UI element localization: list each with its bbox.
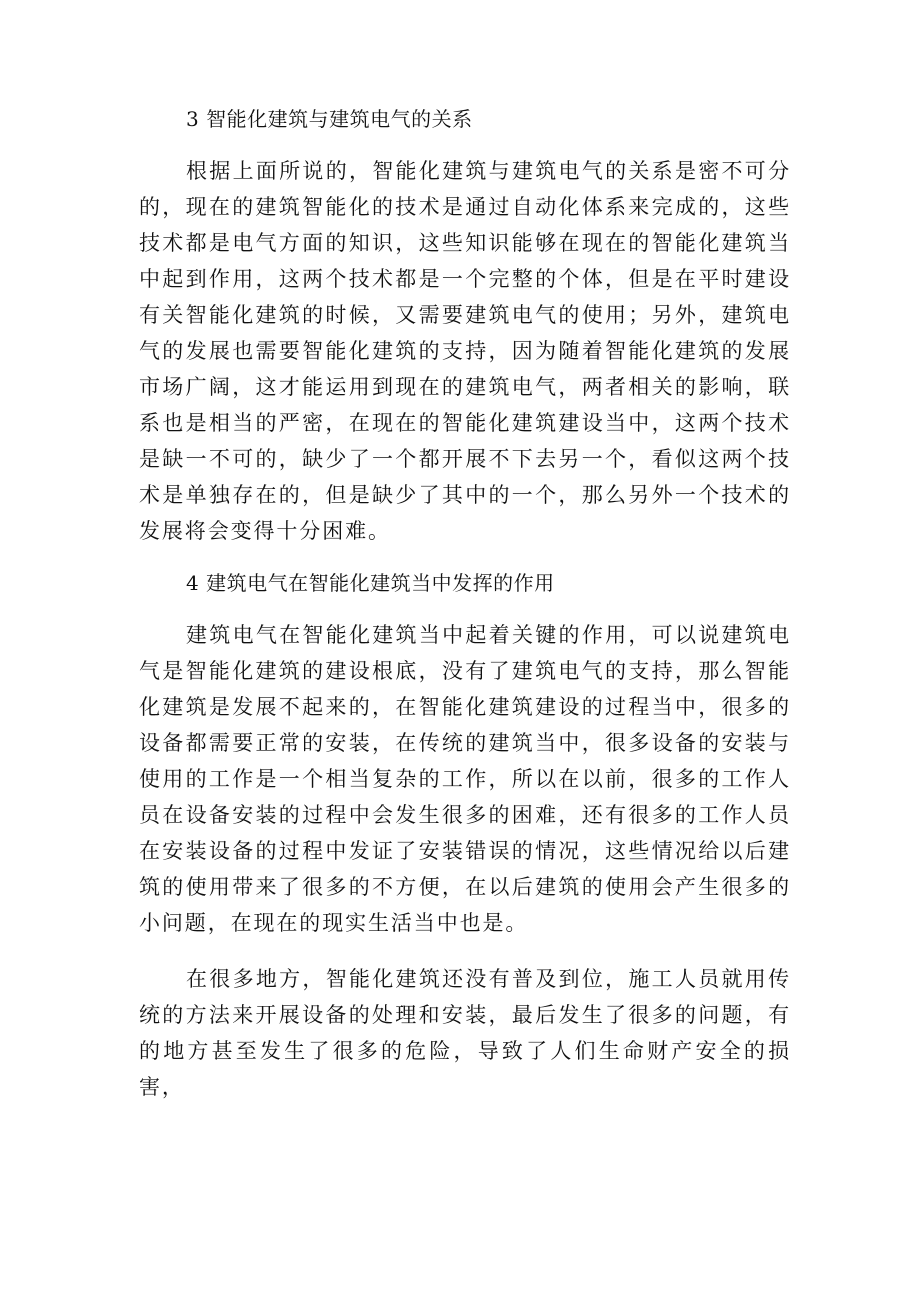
section-3-paragraph-1: 根据上面所说的，智能化建筑与建筑电气的关系是密不可分的，现在的建筑智能化的技术是通过自动化体系来完成的，这些技术都是电气方面的知识，这些知识能够在现在的智能化建筑当中起到作用，这两个技术都是一个完整的个体，但是在平时建设有关智能化建筑的时候，又需要建筑电气的使用；另外，建筑电气的发展也需要智能化建筑的支持，因为随着智能化建筑的发展市场广阔，这才能运用到现在的建筑电气，两者相关的影响，联系也是相当的严密，在现在的智能化建筑建设当中，这两个技术是缺一不可的，缺少了一个都开展不下去另一个，看似这两个技术是单独存在的，但是缺少了其中的一个，那么另外一个技术的发展将会变得十分困难。 [139,159,791,543]
section-4-paragraph-2: 在很多地方，智能化建筑还没有普及到位，施工人员就用传统的方法来开展设备的处理和安装，最后发生了很多的问题，有的地方甚至发生了很多的危险，导致了人们生命财产安全的损害， [139,967,791,1099]
section-4-paragraph-1: 建筑电气在智能化建筑当中起着关键的作用，可以说建筑电气是智能化建筑的建设根底，没有了建筑电气的支持，那么智能化建筑是发展不起来的，在智能化建筑建设的过程当中，很多的设备都需要正常的安装，在传统的建筑当中，很多设备的安装与使用的工作是一个相当复杂的工作，所以在以前，很多的工作人员在设备安装的过程中会发生很多的困难，还有很多的工作人员在安装设备的过程中发证了安装错误的情况，这些情况给以后建筑的使用带来了很多的不方便，在以后建筑的使用会产生很多的小问题，在现在的现实生活当中也是。 [139,623,791,935]
document-body [139,104,791,1105]
section-4-heading: 4 建筑电气在智能化建筑当中发挥的作用 [186,571,555,595]
section-3-heading: 3 智能化建筑与建筑电气的关系 [186,107,473,131]
